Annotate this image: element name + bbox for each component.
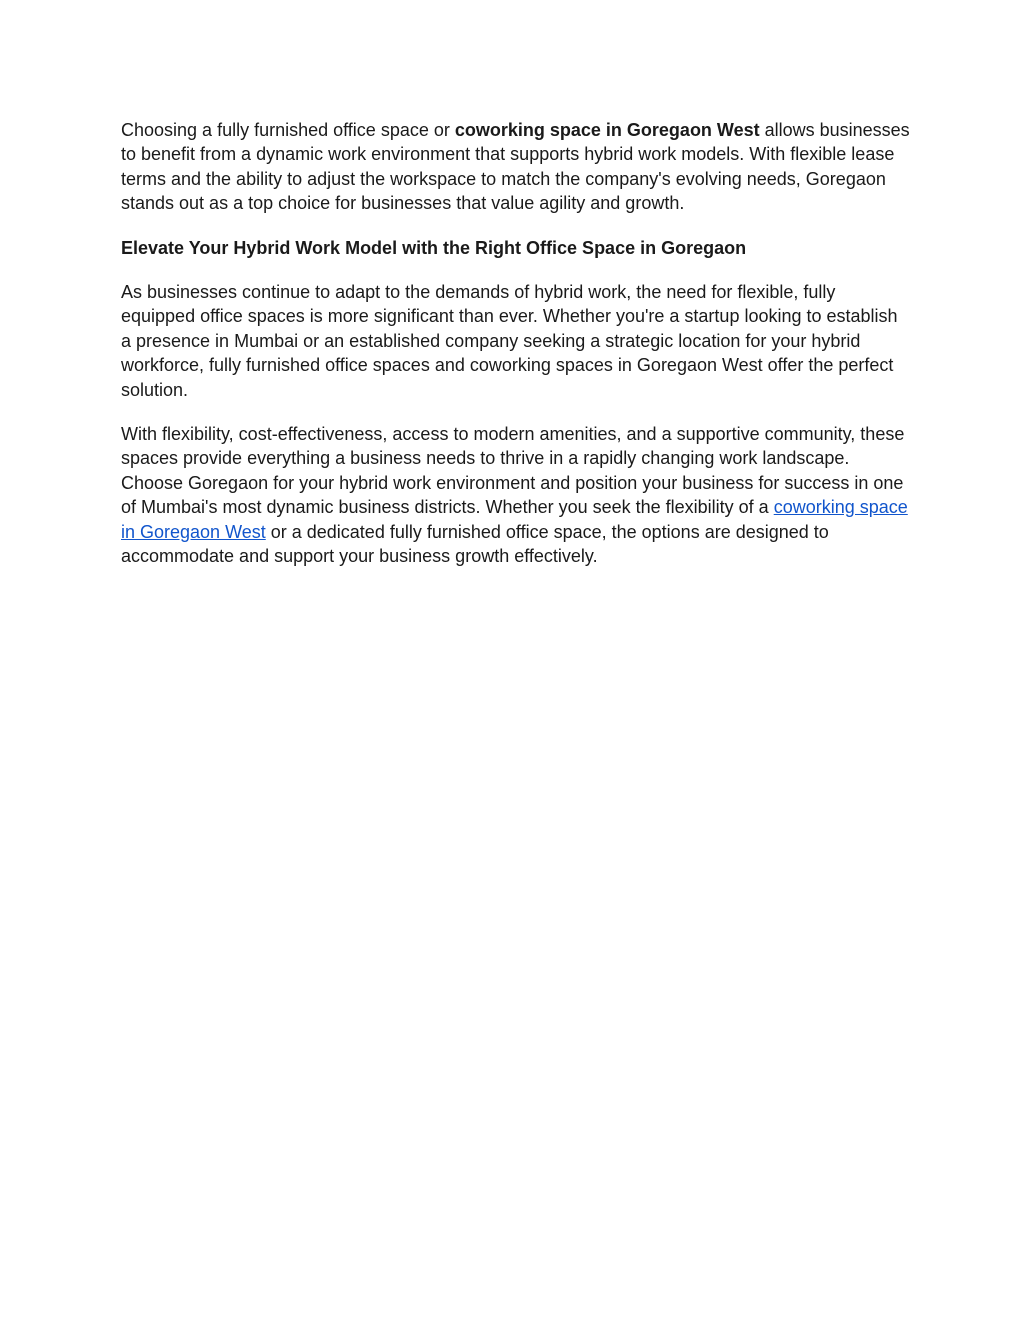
conclusion-paragraph-text-end: or a dedicated fully furnished office space, the options are designed to accommodate and support your business growth effectively. xyxy=(121,521,829,567)
coworking-space-link[interactable]: coworking space in Goregaon West xyxy=(121,497,908,542)
conclusion-paragraph xyxy=(121,422,911,568)
intro-paragraph-text-end: allows businesses to benefit from a dynamic work environment that supports hybrid work models. With flexible lease terms and the ability to adjust the workspace to match the company's evolving needs, Goregaon stands out as a top choice for businesses that value agility and growth. xyxy=(121,120,910,214)
section-heading: Elevate Your Hybrid Work Model with the Right Office Space in Goregaon xyxy=(121,237,747,258)
intro-paragraph-text-start: Choosing a fully furnished office space or xyxy=(121,120,455,140)
hybrid-work-paragraph: As businesses continue to adapt to the demands of hybrid work, the need for flexible, fully equipped office spaces is more significant than ever. Whether you're a startup looking to establish a presence in Mumbai or an established company seeking a strategic location for your hybrid workforce, fully furnished office spaces and coworking spaces in Goregaon West offer the perfect solution. xyxy=(121,282,898,400)
intro-paragraph xyxy=(121,118,911,216)
intro-paragraph-bold-phrase: coworking space in Goregaon West xyxy=(454,120,760,140)
conclusion-paragraph-text-start: With flexibility, cost-effectiveness, access to modern amenities, and a supportive community, these spaces provide everything a business needs to thrive in a rapidly changing work landscape. Choose Goregaon for your hybrid work environment and position your business for success in one of Mumbai's most dynamic business districts. Whether you seek the flexibility of a xyxy=(121,424,905,518)
document-body xyxy=(121,118,911,589)
